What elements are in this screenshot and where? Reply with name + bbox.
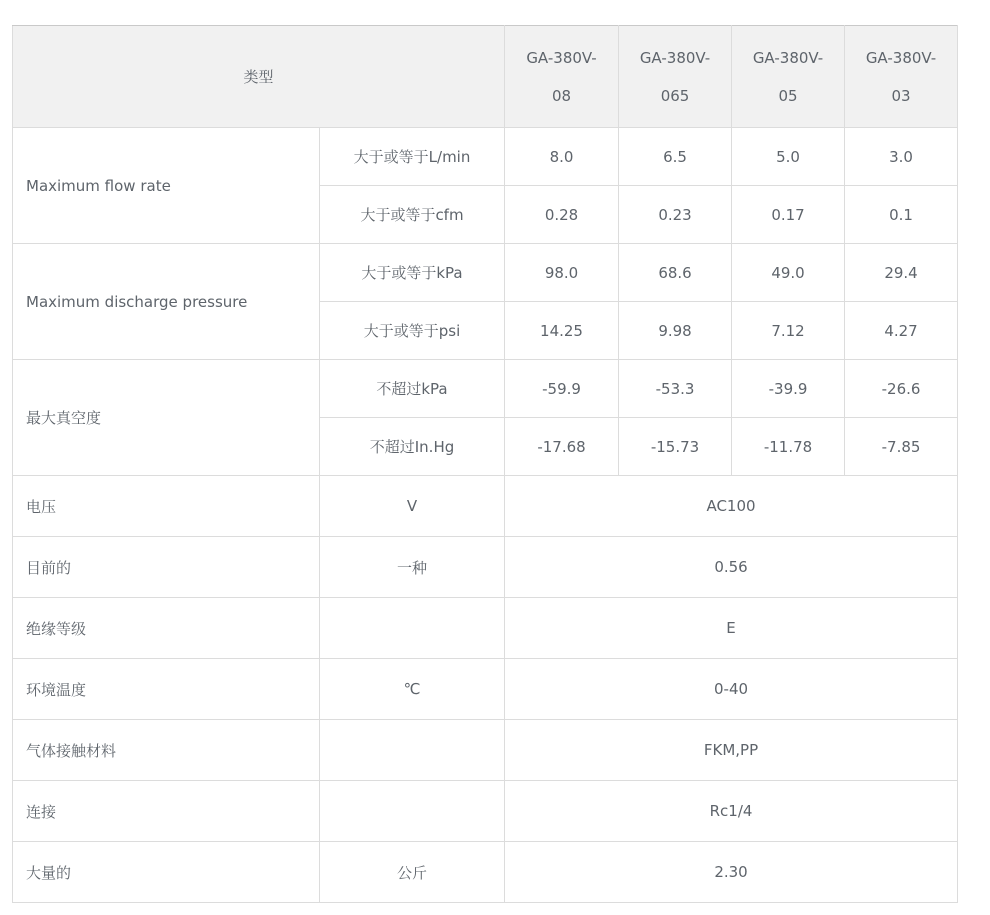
value-cell: -53.3 bbox=[619, 360, 732, 418]
value-cell: -26.6 bbox=[845, 360, 958, 418]
row-label-cell: 绝缘等级 bbox=[13, 598, 320, 659]
row-label-cell: Maximum flow rate bbox=[13, 128, 320, 244]
model-header-cell bbox=[619, 26, 732, 128]
value-cell: 68.6 bbox=[619, 244, 732, 302]
row-label-cell: 电压 bbox=[13, 476, 320, 537]
unit-cell bbox=[320, 598, 505, 659]
row-label-cell: 最大真空度 bbox=[13, 360, 320, 476]
value-cell: 29.4 bbox=[845, 244, 958, 302]
model-header-cell bbox=[732, 26, 845, 128]
value-cell: 0.56 bbox=[505, 537, 958, 598]
value-cell: 7.12 bbox=[732, 302, 845, 360]
model-header-cell bbox=[845, 26, 958, 128]
value-cell: AC100 bbox=[505, 476, 958, 537]
row-label-cell: 气体接触材料 bbox=[13, 720, 320, 781]
unit-cell: 大于或等于psi bbox=[320, 302, 505, 360]
value-cell: 4.27 bbox=[845, 302, 958, 360]
table-row bbox=[13, 598, 958, 659]
model-name: GA-380V-08 bbox=[526, 48, 597, 105]
value-cell: E bbox=[505, 598, 958, 659]
value-cell: 5.0 bbox=[732, 128, 845, 186]
unit-cell: 大于或等于L/min bbox=[320, 128, 505, 186]
model-header-cell bbox=[505, 26, 619, 128]
row-label-cell: 连接 bbox=[13, 781, 320, 842]
model-name: GA-380V-065 bbox=[639, 48, 711, 105]
value-cell: Rc1/4 bbox=[505, 781, 958, 842]
unit-cell bbox=[320, 781, 505, 842]
unit-cell: 一种 bbox=[320, 537, 505, 598]
value-cell: -11.78 bbox=[732, 418, 845, 476]
value-cell: 0.1 bbox=[845, 186, 958, 244]
value-cell: 0-40 bbox=[505, 659, 958, 720]
unit-cell: 大于或等于cfm bbox=[320, 186, 505, 244]
value-cell: FKM,PP bbox=[505, 720, 958, 781]
value-cell: -59.9 bbox=[505, 360, 619, 418]
value-cell: -7.85 bbox=[845, 418, 958, 476]
type-header-cell: 类型 bbox=[13, 26, 505, 128]
row-label-cell: Maximum discharge pressure bbox=[13, 244, 320, 360]
unit-cell: 大于或等于kPa bbox=[320, 244, 505, 302]
row-label-cell: 环境温度 bbox=[13, 659, 320, 720]
unit-cell: ℃ bbox=[320, 659, 505, 720]
table-row bbox=[13, 244, 958, 302]
value-cell: 9.98 bbox=[619, 302, 732, 360]
unit-cell: 公斤 bbox=[320, 842, 505, 903]
value-cell: -15.73 bbox=[619, 418, 732, 476]
value-cell: 2.30 bbox=[505, 842, 958, 903]
value-cell: 0.17 bbox=[732, 186, 845, 244]
table-row bbox=[13, 537, 958, 598]
value-cell: 0.23 bbox=[619, 186, 732, 244]
unit-cell: 不超过kPa bbox=[320, 360, 505, 418]
value-cell: -17.68 bbox=[505, 418, 619, 476]
table-row bbox=[13, 476, 958, 537]
model-name: GA-380V-05 bbox=[752, 48, 824, 105]
value-cell: 3.0 bbox=[845, 128, 958, 186]
header-row bbox=[13, 26, 958, 128]
value-cell: 8.0 bbox=[505, 128, 619, 186]
value-cell: 14.25 bbox=[505, 302, 619, 360]
value-cell: 49.0 bbox=[732, 244, 845, 302]
table-row bbox=[13, 360, 958, 418]
value-cell: -39.9 bbox=[732, 360, 845, 418]
table-row bbox=[13, 720, 958, 781]
model-name: GA-380V-03 bbox=[865, 48, 937, 105]
table-row bbox=[13, 128, 958, 186]
unit-cell bbox=[320, 720, 505, 781]
value-cell: 98.0 bbox=[505, 244, 619, 302]
table-row bbox=[13, 842, 958, 903]
row-label-cell: 大量的 bbox=[13, 842, 320, 903]
table-row bbox=[13, 659, 958, 720]
row-label-cell: 目前的 bbox=[13, 537, 320, 598]
spec-table bbox=[12, 25, 958, 903]
value-cell: 0.28 bbox=[505, 186, 619, 244]
unit-cell: 不超过In.Hg bbox=[320, 418, 505, 476]
table-row bbox=[13, 781, 958, 842]
unit-cell: V bbox=[320, 476, 505, 537]
value-cell: 6.5 bbox=[619, 128, 732, 186]
